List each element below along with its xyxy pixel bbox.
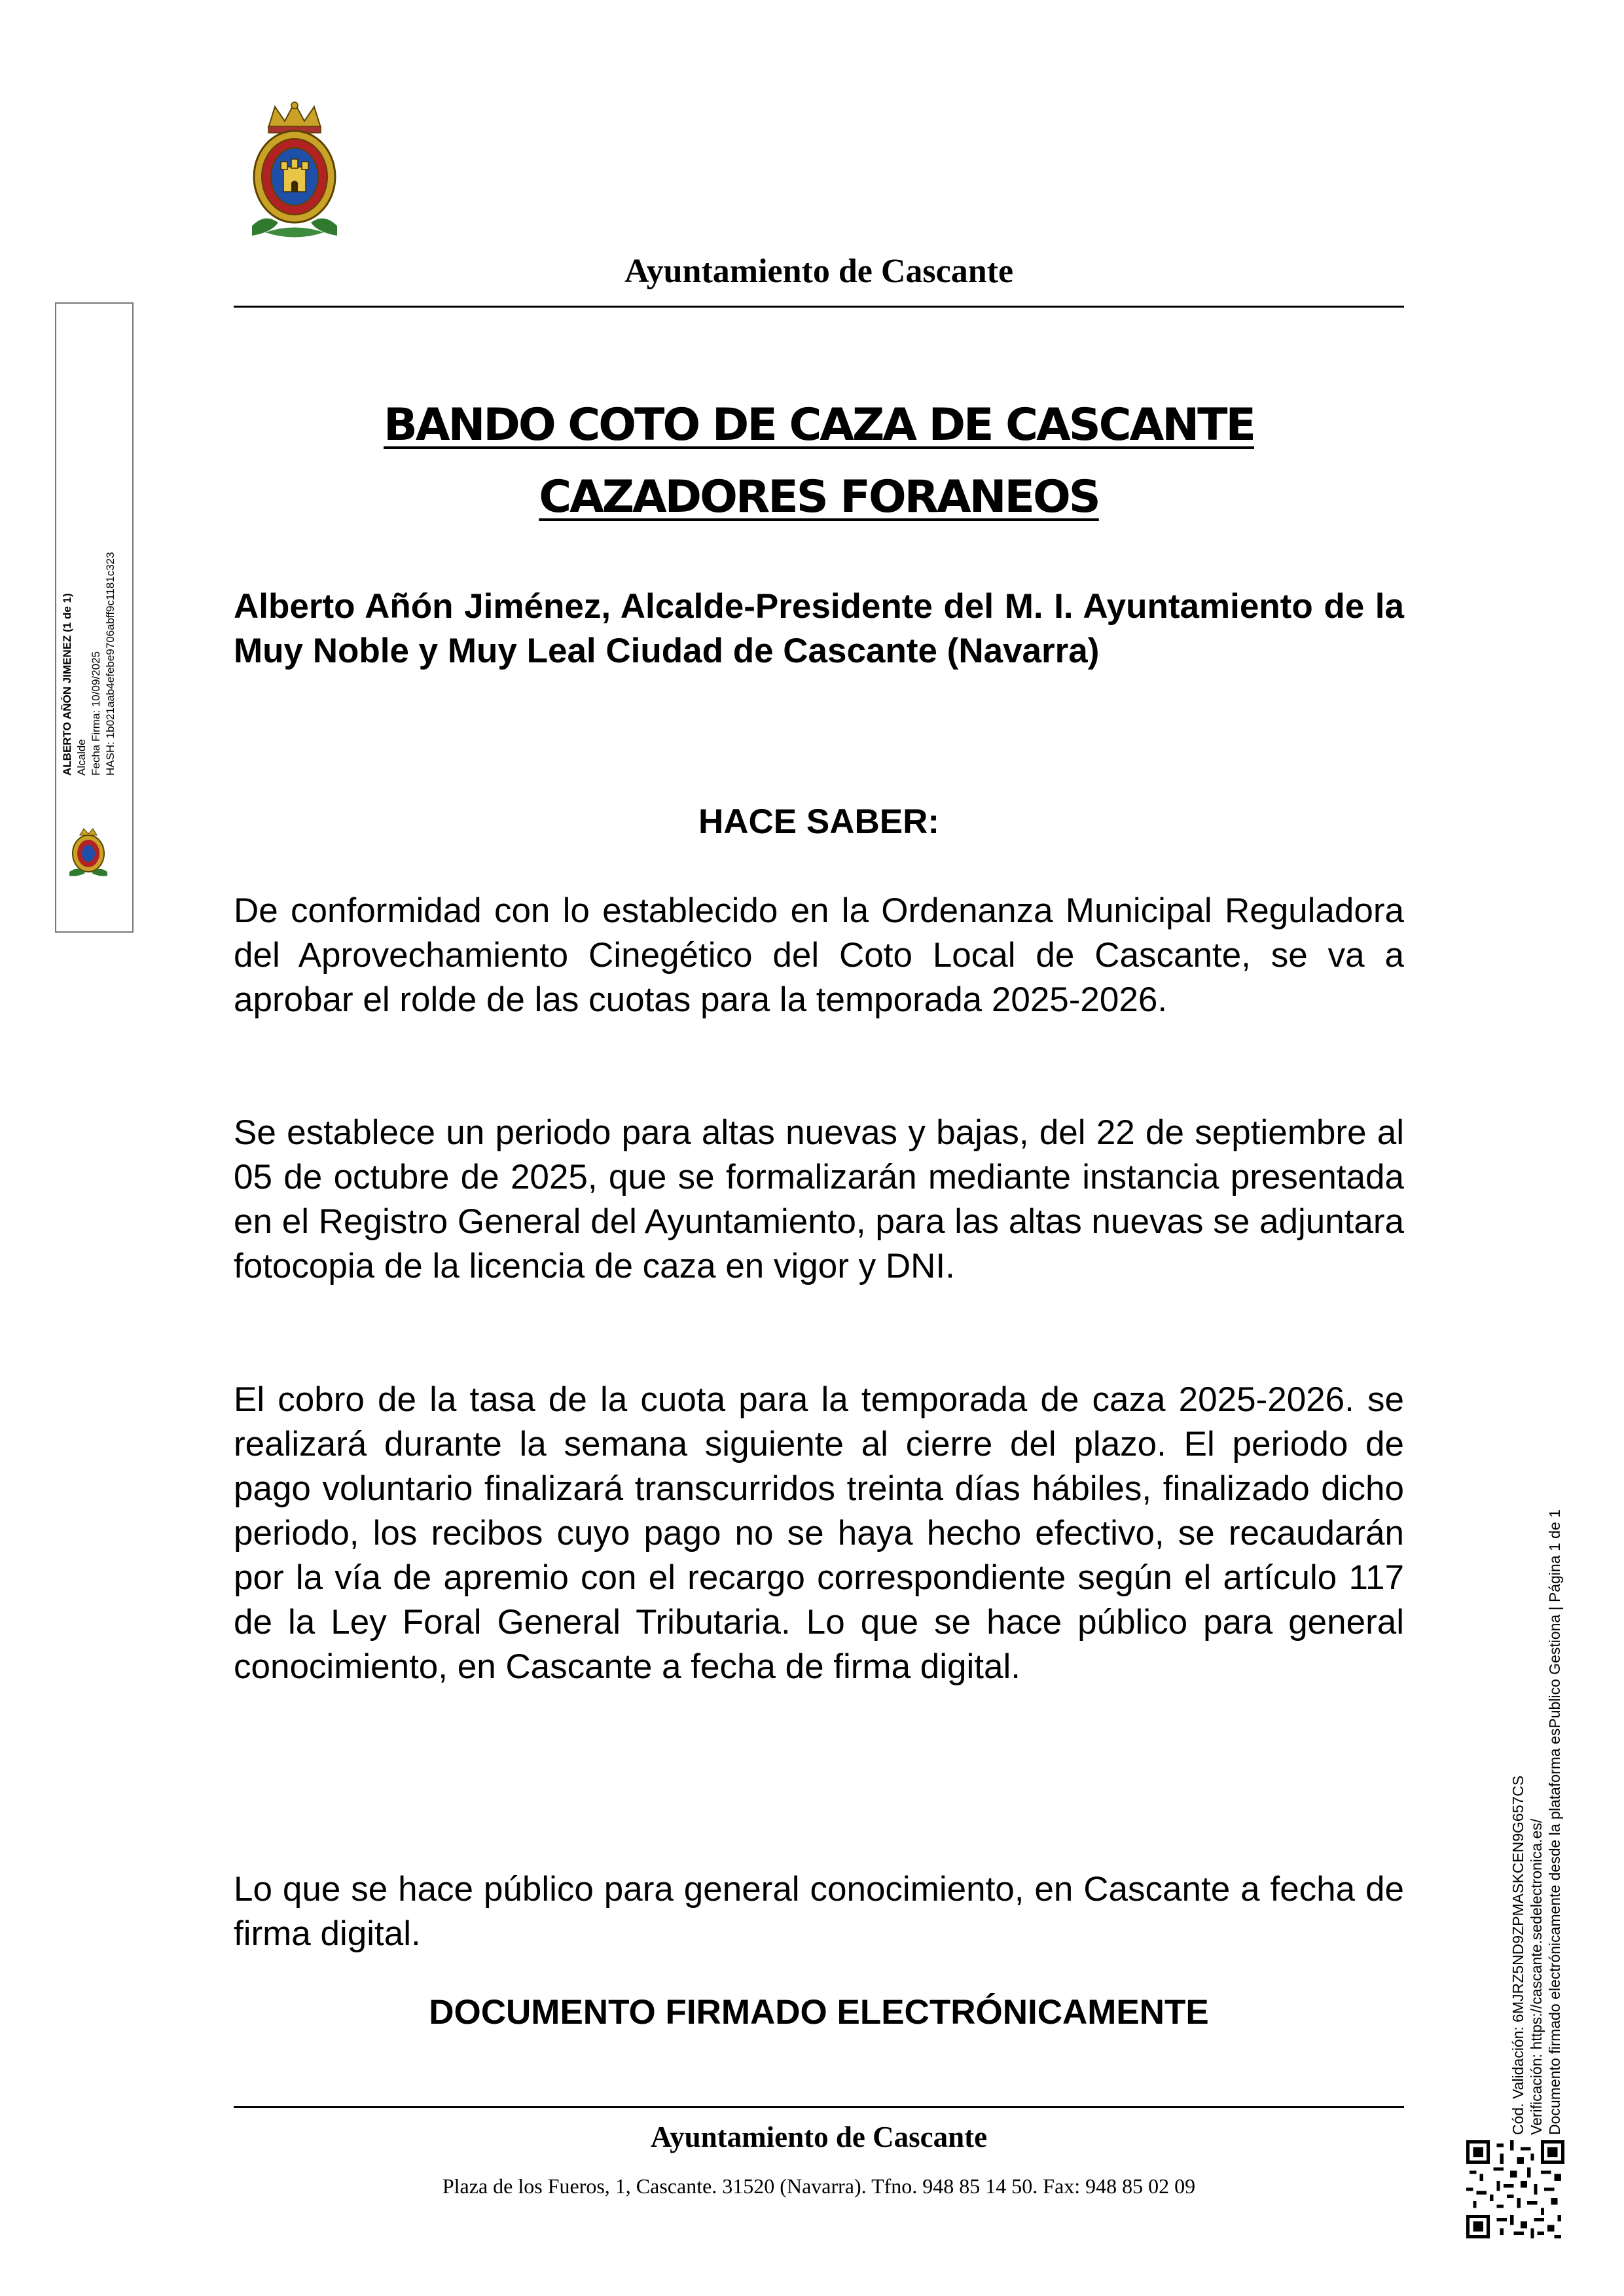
signature-date: Fecha Firma: 10/09/2025 xyxy=(90,651,102,776)
footer-divider xyxy=(234,2106,1404,2108)
stamp-crest-icon xyxy=(65,826,111,878)
municipal-coat-of-arms-icon xyxy=(239,101,350,242)
paragraph: El cobro de la tasa de la cuota para la temporada de caza 2025-2026. se realizará durante la semana siguiente al cierre del plazo. El periodo de pago voluntario finalizará transcurridos treinta días hábiles, finalizado dicho periodo, los recibos cuyo pago no se haya hecho efectivo, se recaudarán por la vía de apremio con el recargo correspondiente según el artículo 117 de la Ley Foral General Tributaria. Lo que se hace público para general conocimiento, en Cascante a fecha de firma digital. xyxy=(234,1380,1404,1686)
signature-stamp-text xyxy=(60,488,132,776)
qr-code-icon[interactable] xyxy=(1466,2140,1564,2238)
paragraph: Se establece un periodo para altas nuevas y bajas, del 22 de septiembre al 05 de octubre de 2025, que se formalizarán mediante instancia presentada en el Registro General del Ayuntamiento, para las altas nuevas se adjuntara fotocopia de la licencia de caza en vigor y DNI. xyxy=(234,1113,1404,1285)
document-title-part1: BANDO COTO DE CAZA DE CASCANTE xyxy=(384,399,1254,451)
header-divider xyxy=(234,306,1404,308)
hace-saber-heading: HACE SABER: xyxy=(698,802,940,841)
signer-role: Alcalde xyxy=(75,739,88,776)
signed-notice: DOCUMENTO FIRMADO ELECTRÓNICAMENTE xyxy=(429,1993,1209,2032)
validation-code: Cód. Validación: 6MJRZ5ND9ZPMASKCEN9G657CS xyxy=(1509,1775,1526,2135)
paragraph: De conformidad con lo establecido en la Ordenanza Municipal Reguladora del Aprovechamiento Cinegético del Coto Local de Cascante, se va a aprobar el rolde de las cuotas para la temporada 2025-2026. xyxy=(234,891,1404,1019)
signer-name: ALBERTO AÑÓN JIMENEZ (1 de 1) xyxy=(61,593,73,776)
document-title-part2: CAZADORES FORANEOS xyxy=(539,471,1099,523)
document-title xyxy=(234,389,1404,533)
verification-url[interactable]: Verificación: https://cascante.sedelectronica.es/ xyxy=(1528,1818,1545,2135)
footer-org-name: Ayuntamiento de Cascante xyxy=(650,2121,988,2153)
signature-hash: HASH: 1b021aab4efebe9706abff9c1181c323 xyxy=(104,552,117,776)
platform-note: Documento firmado electrónicamente desde la plataforma esPublico Gestiona | Página 1 de 1 xyxy=(1546,1509,1563,2135)
validation-text xyxy=(1509,1425,1581,2135)
author-line: Alberto Añón Jiménez, Alcalde-Presidente del M. I. Ayuntamiento de la Muy Noble y Muy Leal Ciudad de Cascante (Navarra) xyxy=(234,587,1404,670)
footer-address: Plaza de los Fueros, 1, Cascante. 31520 (Navarra). Tfno. 948 85 14 50. Fax: 948 85 02 09 xyxy=(442,2174,1196,2198)
header-org-name: Ayuntamiento de Cascante xyxy=(624,253,1014,290)
paragraph: Lo que se hace público para general conocimiento, en Cascante a fecha de firma digital. xyxy=(234,1870,1404,1953)
